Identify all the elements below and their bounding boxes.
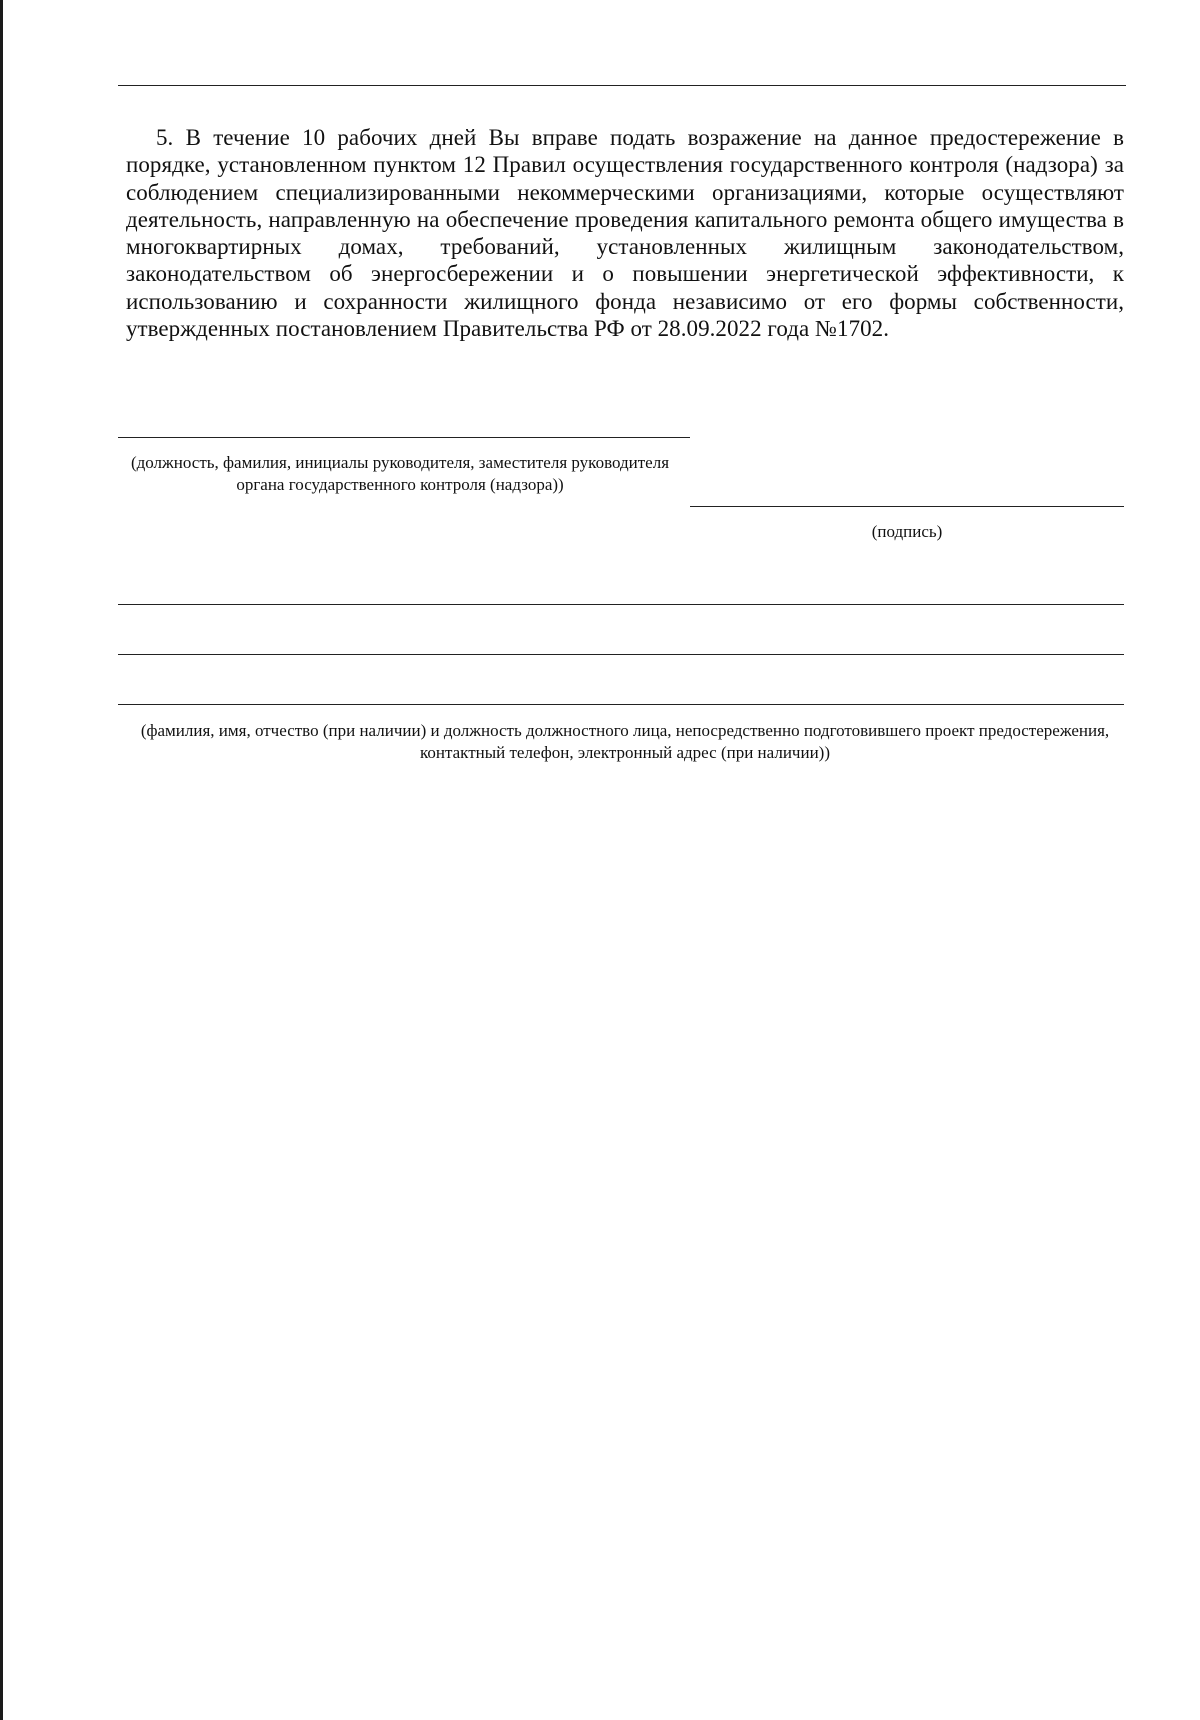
official-caption: (должность, фамилия, инициалы руководителя, заместителя руководителя органа государственного контроля (надзора)) (130, 453, 670, 494)
preparer-fill-line-1 (118, 604, 1124, 605)
preparer-caption: (фамилия, имя, отчество (при наличии) и должность должностного лица, непосредственно подготовившего проект предостережения, контактный телефон, электронный адрес (при наличии)) (140, 721, 1110, 762)
preparer-fill-line-3 (118, 704, 1124, 705)
paragraph-objection-right: 5. В течение 10 рабочих дней Вы вправе подать возражение на данное предостережение в порядке, установленном пунктом 12 Правил осуществления государственного контроля (надзора) за соблюдением специализированными некоммерческими организациями, которые осуществляют деятельность, направленную на обеспечение проведения капитального ремонта общего имущества в многоквартирных домах, требований, установленных жилищным законодательством, законодательством об энергосбережении и о повышении энергетической эффективности, к использованию и сохранности жилищного фонда независимо от его формы собственности, утвержденных постановлением Правительства РФ от 28.09.2022 года №1702. (126, 125, 1124, 342)
top-rule (118, 85, 1126, 86)
official-fill-line (118, 437, 690, 438)
signature-fill-line (690, 506, 1124, 507)
signature-caption: (подпись) (871, 522, 943, 541)
scan-edge (0, 0, 3, 1720)
preparer-fill-line-2 (118, 654, 1124, 655)
